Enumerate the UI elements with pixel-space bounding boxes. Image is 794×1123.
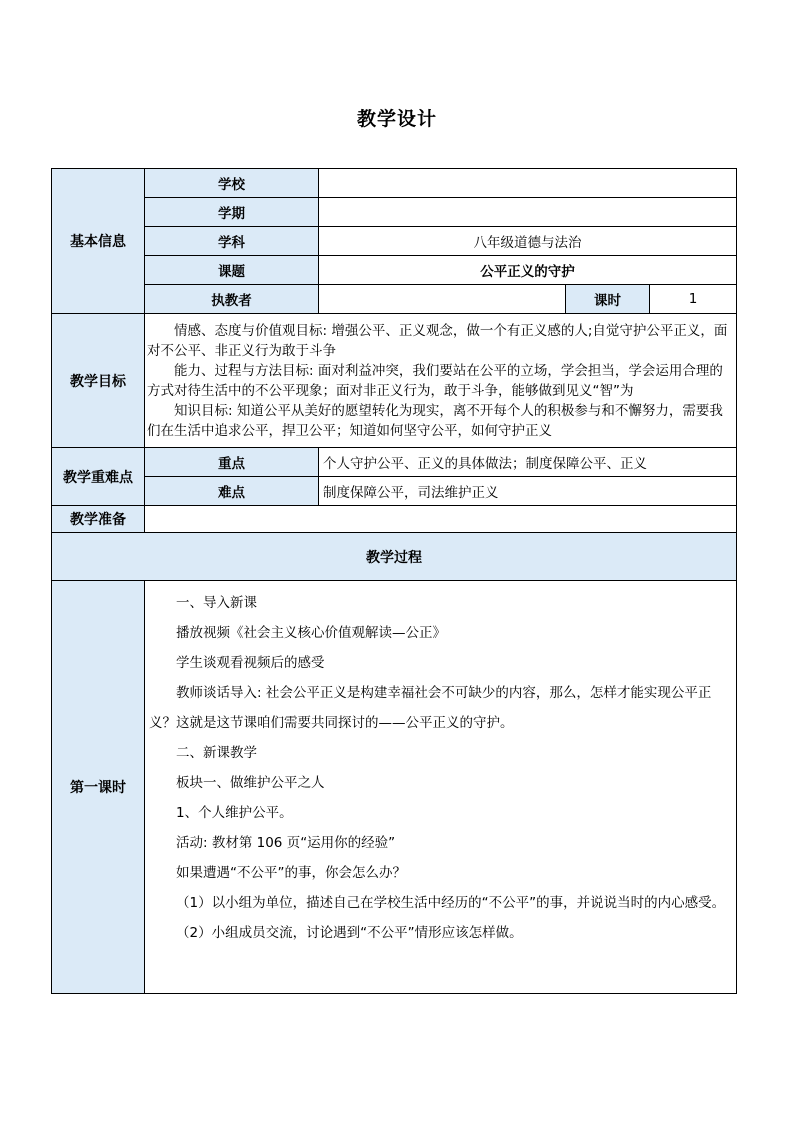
- hard-point-value: 制度保障公平，司法维护正义: [319, 477, 737, 506]
- goal-knowledge: 知识目标: 知道公平从美好的愿望转化为现实，离不开每个人的积极参与和不懈努力，需要我们在生活中追求公平，捍卫公平；知道如何坚守公平，如何守护正义: [147, 402, 723, 439]
- term-value: [319, 198, 737, 227]
- school-value: [319, 169, 737, 198]
- school-label: 学校: [145, 169, 319, 198]
- prep-label: 教学准备: [52, 506, 145, 533]
- goal-emotion: 情感、态度与价值观目标: 增强公平、正义观念，做一个有正义感的人;自觉守护公平正义，面对不公平、非正义行为敢于斗争: [147, 322, 728, 359]
- hours-label: 课时: [566, 285, 650, 314]
- teacher-value: [319, 285, 566, 314]
- goals-label: 教学目标: [52, 314, 145, 448]
- subject-value: 八年级道德与法治: [319, 227, 737, 256]
- prep-value: [145, 506, 737, 533]
- lesson-label: 第一课时: [52, 581, 145, 994]
- process-line: 教师谈话导入: 社会公平正义是构建幸福社会不可缺少的内容，那么，怎样才能实现公平正义？这就是这节课咱们需要共同探讨的——公平正义的守护。: [149, 685, 712, 731]
- process-line: 播放视频《社会主义核心价值观解读—公正》: [176, 625, 446, 641]
- hard-point-label: 难点: [145, 477, 319, 506]
- document-title: 教学设计: [356, 108, 437, 130]
- key-point-label: 重点: [145, 448, 319, 477]
- process-line: 1、个人维护公平。: [176, 805, 293, 821]
- process-line: 活动: 教材第 106 页“运用你的经验”: [176, 835, 396, 851]
- term-label: 学期: [145, 198, 319, 227]
- process-line: （2）小组成员交流，讨论遇到“不公平”情形应该怎样做。: [176, 925, 523, 941]
- process-line: （1）以小组为单位，描述自己在学校生活中经历的“不公平”的事，并说说当时的内心感受。: [176, 895, 726, 911]
- lesson-plan-table: [51, 168, 737, 994]
- subject-label: 学科: [145, 227, 319, 256]
- process-line: 学生谈观看视频后的感受: [176, 655, 325, 671]
- process-line: 二、新课教学: [176, 745, 257, 761]
- topic-value: 公平正义的守护: [319, 256, 737, 285]
- hours-value: 1: [650, 285, 737, 314]
- key-point-value: 个人守护公平、正义的具体做法；制度保障公平、正义: [319, 448, 737, 477]
- teacher-label: 执教者: [145, 285, 319, 314]
- basic-info-label: 基本信息: [52, 169, 145, 314]
- process-content: [145, 581, 737, 994]
- process-line: 板块一、做维护公平之人: [176, 775, 325, 791]
- process-line: 如果遭遇“不公平”的事，你会怎么办？: [176, 865, 406, 881]
- goal-ability: 能力、过程与方法目标: 面对利益冲突，我们要站在公平的立场，学会担当，学会运用合理的方式对待生活中的不公平现象；面对非正义行为，敢于斗争，能够做到见义“智”为: [147, 362, 723, 399]
- difficulty-label: 教学重难点: [52, 448, 145, 506]
- process-line: 一、导入新课: [176, 595, 257, 611]
- process-header: 教学过程: [52, 533, 737, 581]
- topic-label: 课题: [145, 256, 319, 285]
- goals-content: [145, 314, 737, 448]
